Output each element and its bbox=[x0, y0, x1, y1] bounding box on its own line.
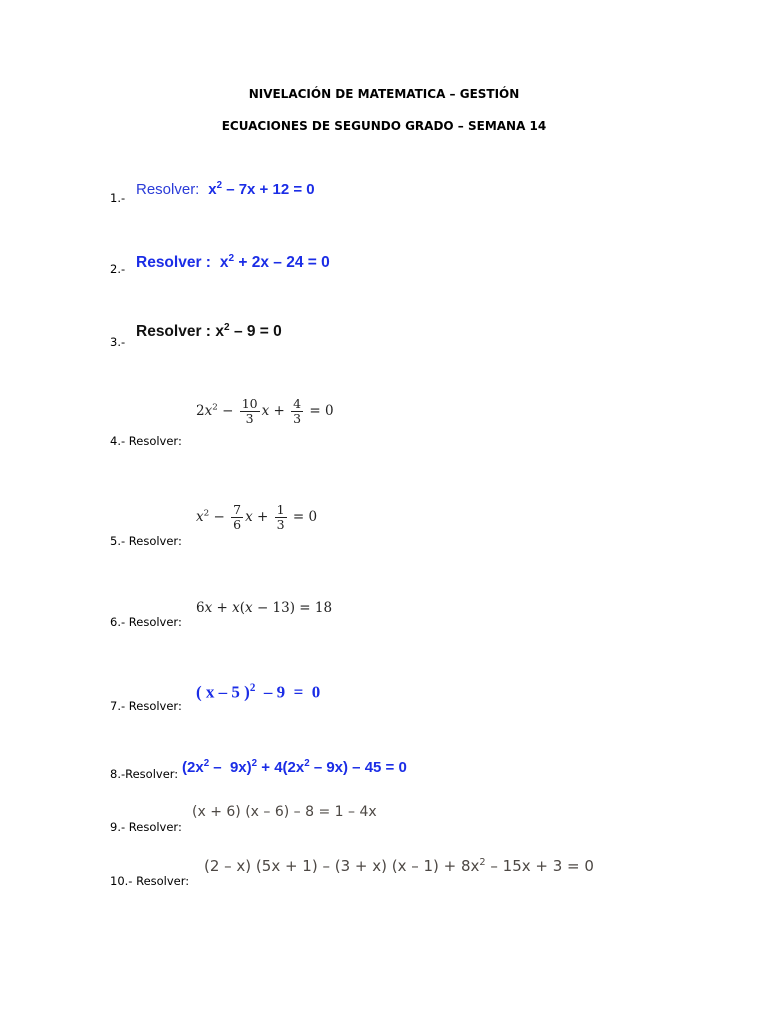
problem-7-equation: ( x – 5 )$^2$ – 9 = 0 bbox=[196, 682, 321, 702]
problem-8-equation: $(2x^2 - 9x)^2 + 4(2x^2 - 9x) - 45 = 0$ bbox=[182, 758, 407, 776]
problem-5-equation: $x^2$ − $\frac{7}{6}$ x + $\frac{1}{3}$ = 0 bbox=[196, 502, 318, 532]
problem-6-label: 6.- Resolver: bbox=[110, 615, 182, 629]
problem-10-equation: (2 – x) (5x + 1) – (3 + x) $(x - 1) + 8x^2 - 15x + 3 = 0$ bbox=[204, 857, 594, 875]
problem-3-equation: Resolver : $x^2 - 9 = 0$ bbox=[136, 322, 282, 341]
problem-4-label: 4.- Resolver: bbox=[110, 434, 182, 448]
problem-4-equation: $2x^2$ − $\frac{10}{3}$ x + $\frac{4}{3}$ = 0 bbox=[196, 396, 334, 426]
problem-2-equation: Resolver : $x^2 + 2x - 24 = 0$ bbox=[136, 253, 330, 272]
document-subtitle: ECUACIONES DE SEGUNDO GRADO – SEMANA 14 bbox=[221, 119, 547, 133]
document-title: NIVELACIÓN DE MATEMATICA – GESTIÓN bbox=[248, 87, 520, 101]
problem-8-label: 8.-Resolver: bbox=[110, 767, 179, 781]
problem-9-equation: (x + 6) (x – 6) – 8 = 1 – 4x bbox=[192, 804, 377, 820]
problem-5-label: 5.- Resolver: bbox=[110, 534, 182, 548]
problem-2-number: 2.- bbox=[110, 262, 126, 276]
problem-7-label: 7.- Resolver: bbox=[110, 699, 182, 713]
problem-10-label: 10.- Resolver: bbox=[110, 874, 190, 888]
problem-9-label: 9.- Resolver: bbox=[110, 820, 182, 834]
problem-1-equation: Resolver: $x^2 - 7x + 12 = 0$ bbox=[136, 180, 315, 198]
problem-3-number: 3.- bbox=[110, 335, 126, 349]
problem-6-equation: 6x + x(x − 13) = 18 bbox=[196, 600, 333, 616]
problem-1-number: 1.- bbox=[110, 191, 126, 205]
